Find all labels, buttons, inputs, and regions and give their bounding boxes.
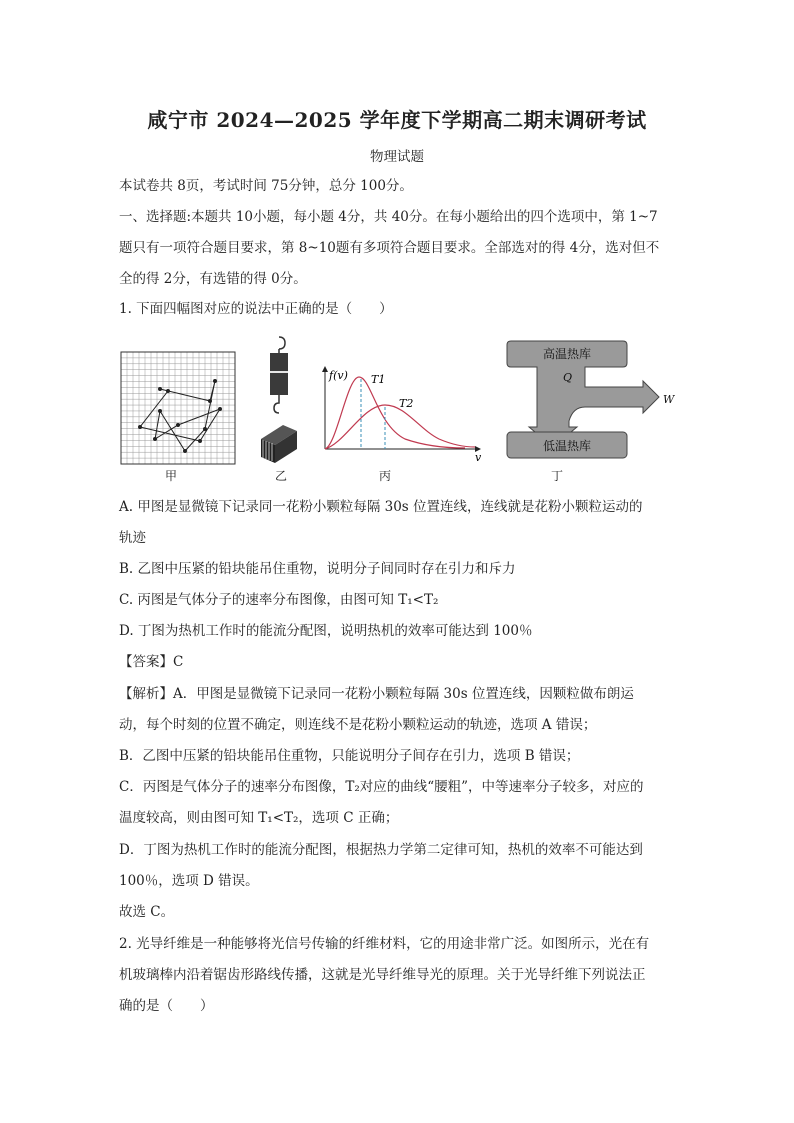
q1-answer: 【答案】C	[119, 654, 184, 670]
q1-explanation-line-4: C．丙图是气体分子的速率分布图像，T₂对应的曲线“腰粗”，中等速率分子较多，对应的	[119, 779, 644, 795]
q1-option-b: B. 乙图中压紧的铅块能吊住重物，说明分子间同时存在引力和斥力	[119, 561, 516, 577]
section-instructions-line-2: 题只有一项符合题目要求，第 8~10题有多项符合题目要求。全部选对的得 4分，选对但不	[119, 240, 660, 256]
exam-subtitle: 物理试题	[370, 149, 424, 165]
q1-explanation-line-1: 【解析】A．甲图是显微镜下记录同一花粉小颗粒每隔 30s 位置连线，因颗粒做布朗运	[119, 686, 634, 702]
figure-yi-caption: 乙	[275, 469, 288, 483]
q2-stem-line-1: 2. 光导纤维是一种能够将光信号传输的纤维材料，它的用途非常广泛。如图所示，光在有	[119, 936, 650, 952]
q1-conclusion: 故选 C。	[119, 904, 175, 920]
figure-bing-distribution	[315, 335, 485, 465]
bing-xlabel: v	[475, 451, 482, 464]
ding-w-label: W	[663, 393, 675, 406]
q1-explanation-line-2: 动，每个时刻的位置不确定，则连线不是花粉小颗粒运动的轨迹，选项 A 错误；	[119, 717, 597, 733]
figure-jia-caption: 甲	[165, 469, 178, 483]
q1-explanation-line-7: 100％，选项 D 错误。	[119, 873, 259, 889]
q1-stem: 1. 下面四幅图对应的说法中正确的是（ ）	[119, 301, 393, 317]
q1-option-d: D. 丁图为热机工作时的能流分配图，说明热机的效率可能达到 100％	[119, 623, 533, 639]
q1-explanation-line-5: 温度较高，则由图可知 T₁<T₂，选项 C 正确；	[119, 810, 399, 826]
exam-title: 咸宁市 2024—2025 学年度下学期高二期末调研考试	[147, 108, 647, 132]
q1-explanation-line-6: D．丁图为热机工作时的能流分配图，根据热力学第二定律可知，热机的效率不可能达到	[119, 842, 643, 858]
q1-option-c: C. 丙图是气体分子的速率分布图像，由图可知 T₁<T₂	[119, 592, 439, 608]
q1-option-a-line-1: A. 甲图是显微镜下记录同一花粉小颗粒每隔 30s 位置连线，连线就是花粉小颗粒运动的	[119, 499, 643, 515]
figure-ding-heat-engine	[503, 335, 678, 465]
q1-option-a-line-2: 轨迹	[119, 530, 146, 546]
q2-stem-line-2: 机玻璃棒内沿着锯齿形路线传播，这就是光导纤维导光的原理。关于光导纤维下列说法正	[119, 967, 646, 983]
q1-figures	[115, 335, 675, 485]
bing-ylabel: f(v)	[329, 369, 348, 382]
figure-yi-lead-blocks	[257, 335, 307, 465]
section-instructions-line-3: 全的得 2分，有选错的得 0分。	[119, 271, 307, 287]
figure-jia-brownian	[120, 351, 240, 469]
bing-t2-label: T2	[399, 397, 414, 410]
q2-stem-line-3: 确的是（ ）	[119, 998, 214, 1014]
q1-explanation-line-3: B．乙图中压紧的铅块能吊住重物，只能说明分子间存在引力，选项 B 错误；	[119, 748, 580, 764]
ding-q-label: Q	[563, 371, 573, 384]
figure-ding-caption: 丁	[551, 469, 564, 483]
bing-t1-label: T1	[371, 373, 386, 386]
section-instructions-line-1: 一、选择题:本题共 10小题，每小题 4分，共 40分。在每小题给出的四个选项中，第 1~7	[119, 209, 658, 225]
figure-bing-caption: 丙	[379, 469, 392, 483]
ding-hot-reservoir: 高温热库	[542, 347, 592, 361]
ding-cold-reservoir: 低温热库	[542, 439, 592, 453]
exam-info: 本试卷共 8页，考试时间 75分钟，总分 100分。	[119, 178, 413, 194]
